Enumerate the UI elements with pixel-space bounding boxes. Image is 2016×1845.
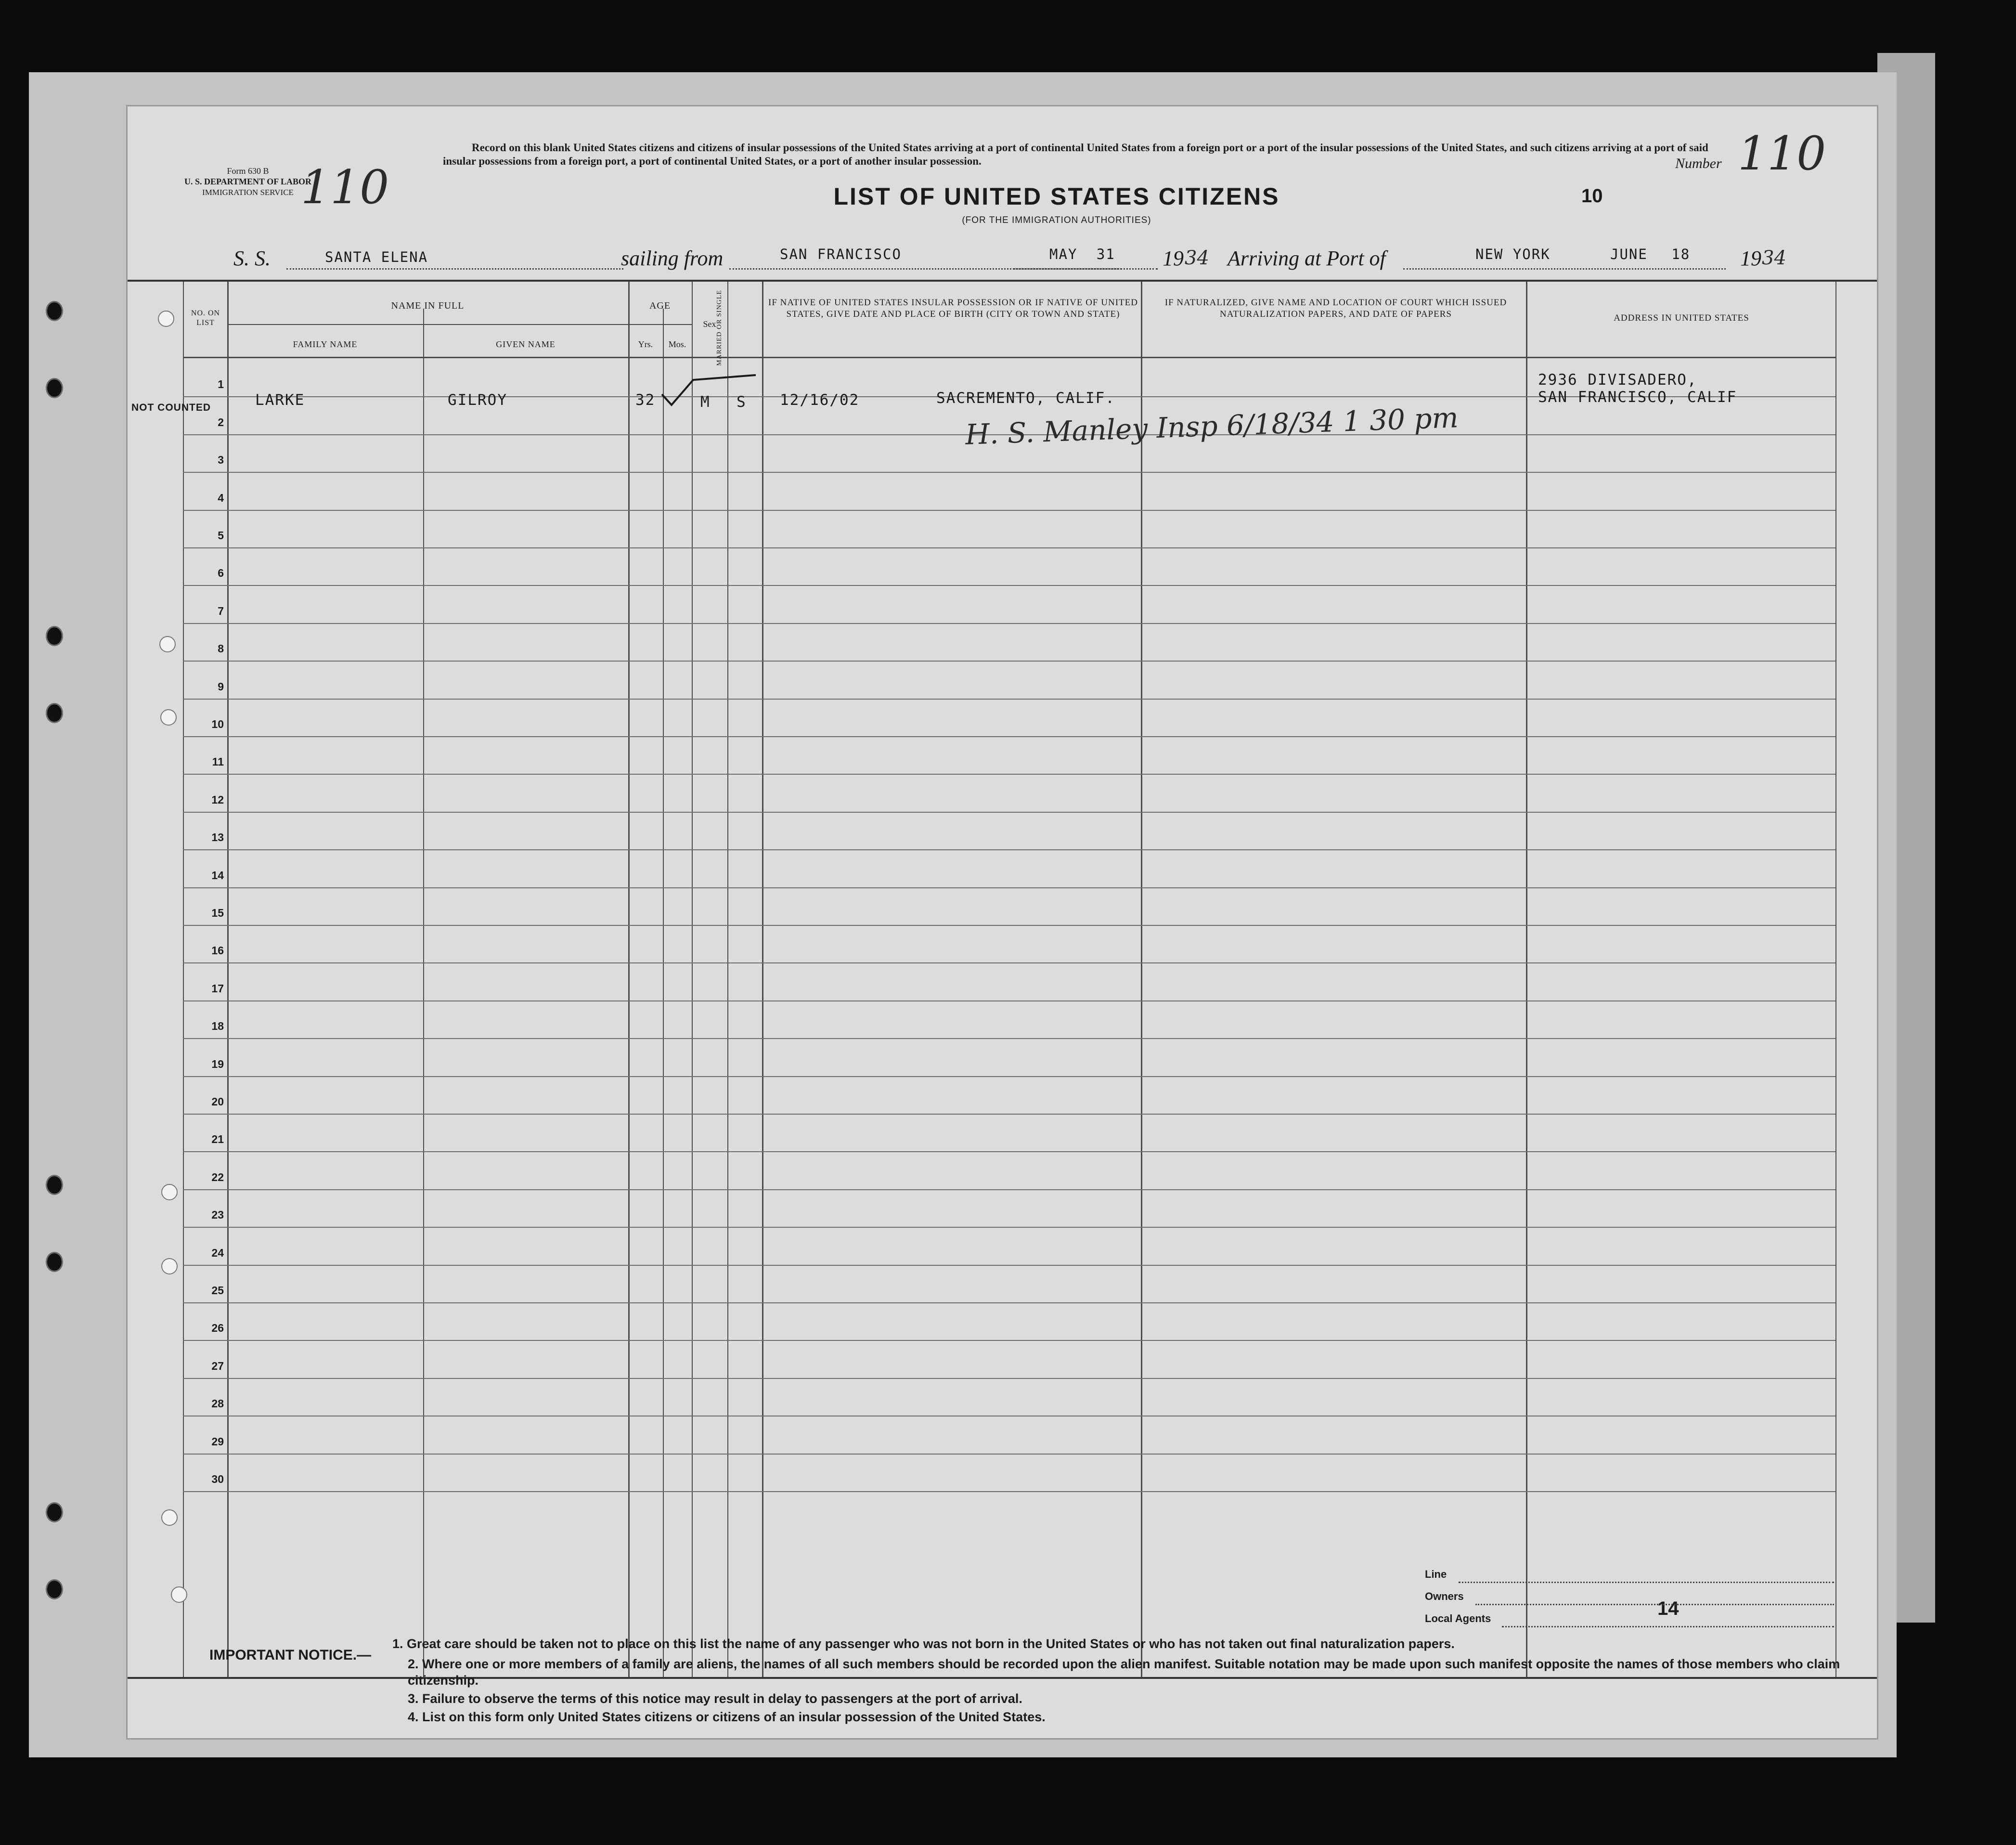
line-number: 20: [211, 1095, 224, 1108]
row-rule: [183, 925, 1835, 926]
entry-address-line2: SAN FRANCISCO, CALIF: [1538, 389, 1737, 406]
agents-underline: [1502, 1626, 1834, 1627]
row-rule: [183, 547, 1835, 548]
col-given-name: GIVEN NAME: [496, 339, 556, 349]
depart-year-prefix: 19: [1163, 247, 1184, 270]
row-rule: [183, 1378, 1835, 1379]
col-rule: [727, 282, 728, 1678]
line-number: 10: [211, 718, 224, 730]
punch-hole: [158, 311, 174, 327]
line-number: 6: [218, 567, 224, 579]
arrival-underline: [1403, 268, 1726, 270]
row-rule: [183, 1454, 1835, 1455]
instruction-text: Record on this blank United States citizens and citizens of insular possessions of the United States arriving at a port of continental United States from a foreign port or a port of the insular possessions of the United States, and such citizens arriving at a port of said insular possessions from a foreign port, a port of continental United States, or a port of another insular possession.: [443, 142, 1708, 167]
line-number: 14: [211, 869, 224, 882]
table-top-rule: [128, 280, 1877, 282]
line-number: 5: [218, 529, 224, 542]
inspector-annotation: H. S. Manley Insp 6/18/34 1 30 pm: [965, 401, 1459, 451]
row-rule: [183, 1340, 1835, 1341]
binder-hole: [46, 1252, 63, 1272]
line-number: 8: [218, 642, 224, 655]
notice-1: 1. Great care should be taken not to place on this list the name of any passenger who was not born in the United States or who has not taken out final naturalization papers.: [392, 1637, 1455, 1651]
page-count: 14: [1657, 1598, 1679, 1619]
notice-title: IMPORTANT NOTICE.—: [209, 1647, 372, 1663]
row-rule: [183, 661, 1835, 662]
ship-underline: [286, 268, 623, 270]
date-underline: [1013, 268, 1158, 270]
line-number: 29: [211, 1435, 224, 1448]
ship-name: SANTA ELENA: [325, 249, 428, 265]
row-rule: [183, 849, 1835, 850]
col-address: ADDRESS IN UNITED STATES: [1614, 313, 1749, 323]
col-yrs: Yrs.: [638, 339, 653, 349]
from-port: SAN FRANCISCO: [780, 246, 902, 262]
punch-hole: [161, 1509, 178, 1526]
row-rule: [183, 887, 1835, 888]
row-rule: [183, 585, 1835, 586]
page-subtitle: (FOR THE IMMIGRATION AUTHORITIES): [962, 215, 1151, 225]
row-rule: [183, 736, 1835, 737]
row-rule: [183, 812, 1835, 813]
sailing-label: sailing from: [621, 247, 724, 270]
line-number: 3: [218, 454, 224, 466]
col-rule: [1835, 282, 1836, 1678]
binder-hole: [46, 626, 63, 646]
line-number: 18: [211, 1020, 224, 1032]
line-number: 28: [211, 1397, 224, 1410]
age-header-rule: [628, 324, 692, 325]
row-rule: [183, 1189, 1835, 1190]
department-label: U. S. DEPARTMENT OF LABOR: [184, 177, 312, 186]
col-no-on-list: NO. ON LIST: [191, 309, 220, 327]
depart-date: MAY 31: [1049, 246, 1115, 262]
arrival-date: JUNE 18: [1610, 246, 1691, 262]
line-underline: [1459, 1582, 1834, 1583]
service-label: IMMIGRATION SERVICE: [202, 188, 294, 197]
ss-label: S. S.: [233, 247, 271, 270]
line-label: Line: [1425, 1568, 1447, 1580]
line-number: 12: [211, 793, 224, 806]
arrival-year-prefix: 19: [1740, 247, 1761, 270]
col-age: AGE: [649, 300, 671, 311]
col-birth: IF NATIVE OF UNITED STATES INSULAR POSSESSION OR IF NATIVE OF UNITED STATES, GIVE DATE AND PLACE OF BIRTH (CITY OR TOWN AND STATE): [768, 298, 1138, 319]
line-number: 1: [218, 378, 224, 390]
line-number: 24: [211, 1247, 224, 1259]
page-title: LIST OF UNITED STATES CITIZENS: [833, 183, 1280, 210]
punch-hole: [160, 709, 177, 726]
row-rule: [183, 472, 1835, 473]
line-number: 19: [211, 1058, 224, 1070]
number-value: 110: [1738, 127, 1826, 181]
line-number: 21: [211, 1133, 224, 1145]
notice-3: 3. Failure to observe the terms of this notice may result in delay to passengers at the port of arrival.: [408, 1691, 1022, 1706]
line-number: 22: [211, 1171, 224, 1183]
number-label: Number: [1675, 156, 1722, 171]
agents-label: Local Agents: [1425, 1612, 1491, 1624]
punch-hole: [161, 1258, 178, 1274]
entry-age-yrs: 32: [635, 391, 656, 409]
line-number: 4: [218, 492, 224, 504]
manifest-form: [126, 105, 1878, 1740]
col-rule: [1141, 282, 1142, 1678]
line-number: 13: [211, 831, 224, 844]
entry-marital: S: [737, 393, 747, 411]
page-mark: 10: [1581, 185, 1603, 207]
col-rule: [762, 282, 763, 1678]
row-rule: [183, 1227, 1835, 1228]
entry-address-line1: 2936 DIVISADERO,: [1538, 371, 1697, 389]
binder-hole: [46, 378, 63, 398]
row-rule: [183, 510, 1835, 511]
arrival-port: NEW YORK: [1475, 246, 1551, 262]
entry-sex: M: [700, 393, 711, 411]
col-rule: [423, 309, 424, 1677]
line-number: 16: [211, 944, 224, 957]
notice-4: 4. List on this form only United States citizens or citizens of an insular possession of the United States.: [408, 1710, 1046, 1724]
row-rule: [183, 774, 1835, 775]
line-number: 17: [211, 982, 224, 995]
arrival-year: 34: [1762, 247, 1786, 269]
binder-hole: [46, 301, 63, 321]
punch-hole: [159, 636, 176, 652]
row-rule: [183, 1265, 1835, 1266]
owners-label: Owners: [1425, 1590, 1464, 1602]
arriving-label: Arriving at Port of: [1228, 247, 1386, 270]
col-name-in-full: NAME IN FULL: [391, 300, 465, 311]
line-number: 26: [211, 1322, 224, 1334]
row-rule: [183, 1114, 1835, 1115]
entry-given-name: GILROY: [448, 391, 507, 409]
line-number: 23: [211, 1208, 224, 1221]
row-rule: [183, 1076, 1835, 1077]
row-rule: [183, 1302, 1835, 1303]
row-rule: [183, 1151, 1835, 1152]
handwritten-number: 110: [301, 160, 389, 214]
col-rule: [183, 282, 184, 1678]
binder-hole: [46, 1502, 63, 1522]
entry-birth-date: 12/16/02: [780, 391, 860, 409]
entry-birth-place: SACREMENTO, CALIF.: [936, 390, 1115, 407]
punch-hole: [171, 1586, 187, 1603]
line-number: 30: [211, 1473, 224, 1485]
row-rule: [183, 1000, 1835, 1001]
col-rule: [227, 282, 229, 1678]
col-sex: Sex: [703, 319, 716, 329]
col-mos: Mos.: [668, 339, 686, 349]
binder-hole: [46, 703, 63, 723]
name-header-rule: [227, 324, 628, 325]
col-family-name: FAMILY NAME: [293, 339, 358, 349]
col-rule: [663, 309, 664, 1677]
owners-underline: [1475, 1604, 1834, 1605]
entry-family-name: LARKE: [255, 391, 305, 409]
line-number: 11: [212, 755, 224, 768]
row-rule: [183, 1038, 1835, 1039]
line-number: 27: [211, 1360, 224, 1372]
line-number: 25: [211, 1284, 224, 1297]
not-counted-stamp: NOT COUNTED: [131, 402, 211, 413]
notice-2: 2. Where one or more members of a family are aliens, the names of all such members should be recorded upon the alien manifest. Suitable notation may be made upon such manifest opposite the names of those members who claim citizenship.: [408, 1657, 1840, 1688]
col-rule: [1526, 282, 1527, 1678]
col-naturalized: IF NATURALIZED, GIVE NAME AND LOCATION OF COURT WHICH ISSUED NATURALIZATION PAPERS, AND DATE OF PAPERS: [1164, 298, 1507, 319]
form-id: Form 630 B: [227, 166, 269, 176]
row-rule: [183, 623, 1835, 624]
row-rule: [183, 699, 1835, 700]
punch-hole: [161, 1184, 178, 1200]
binder-hole: [46, 1175, 63, 1195]
depart-year: 34: [1185, 247, 1209, 269]
line-number: 2: [218, 416, 224, 429]
line-number: 15: [211, 907, 224, 919]
binder-hole: [46, 1579, 63, 1599]
col-rule: [692, 282, 693, 1678]
line-number: 7: [218, 605, 224, 617]
col-rule: [628, 282, 630, 1678]
row-rule: [183, 962, 1835, 963]
col-married-single: MARRIED OR SINGLE: [716, 290, 723, 366]
row-rule: [183, 1491, 1835, 1492]
line-number: 9: [218, 680, 224, 693]
header-bottom-rule: [183, 357, 1835, 358]
